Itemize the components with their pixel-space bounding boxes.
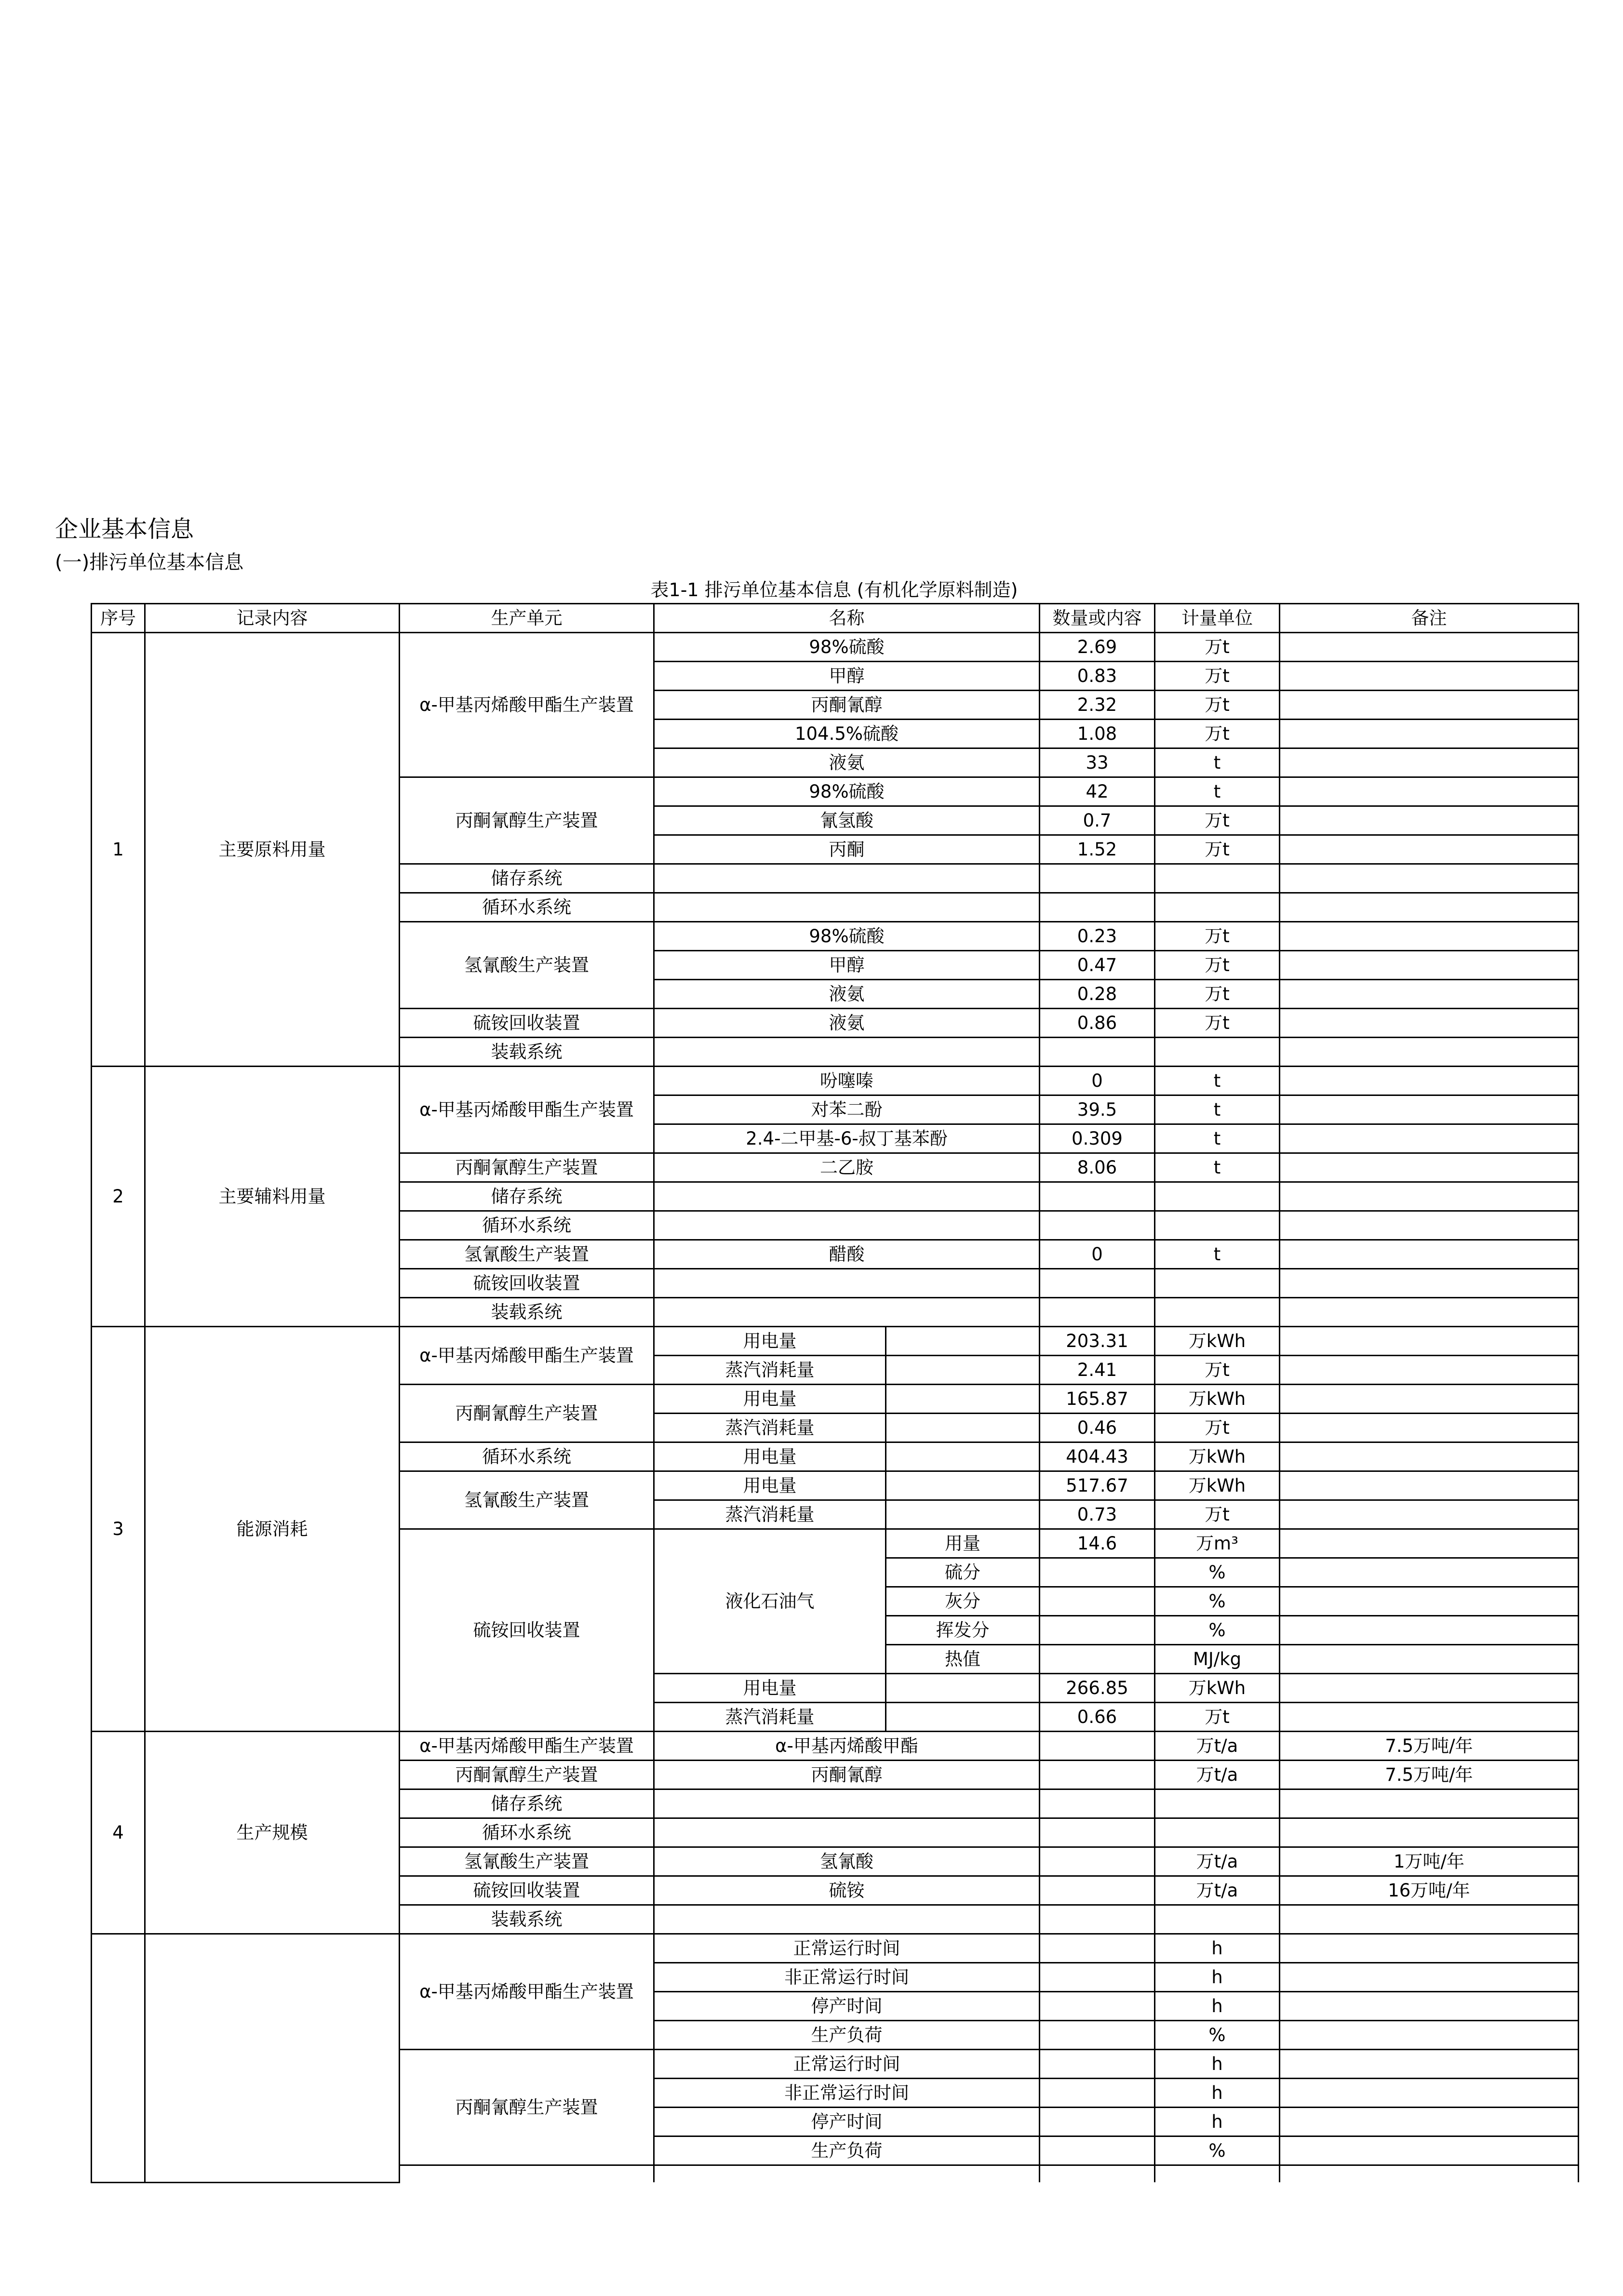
header-no: 序号 [92, 604, 145, 633]
measure-unit: t [1155, 1153, 1280, 1182]
item-name: 丙酮氰醇 [654, 1761, 1040, 1789]
measure-unit: 万t [1155, 720, 1280, 748]
quantity-value: 266.85 [1040, 1674, 1155, 1703]
item-name [654, 893, 1040, 922]
measure-unit: t [1155, 1124, 1280, 1153]
item-name: 丙酮 [654, 835, 1040, 864]
item-subname [886, 1500, 1040, 1529]
remark [1280, 1529, 1579, 1558]
item-name: 丙酮氰醇 [654, 691, 1040, 720]
production-unit: 装载系统 [400, 1298, 654, 1327]
measure-unit: h [1155, 1963, 1280, 1992]
production-unit: 储存系统 [400, 1789, 654, 1818]
item-name [654, 1789, 1040, 1818]
measure-unit: % [1155, 2136, 1280, 2165]
item-name: 甲醇 [654, 662, 1040, 691]
quantity-value: 0 [1040, 1067, 1155, 1095]
measure-unit: 万t/a [1155, 1847, 1280, 1876]
remark [1280, 1558, 1579, 1587]
measure-unit: MJ/kg [1155, 1645, 1280, 1674]
production-unit: 丙酮氰醇生产装置 [400, 1153, 654, 1182]
quantity-value: 0.46 [1040, 1414, 1155, 1442]
item-name: 吩噻嗪 [654, 1067, 1040, 1095]
item-name: 98%硫酸 [654, 633, 1040, 662]
remark: 16万吨/年 [1280, 1876, 1579, 1905]
measure-unit: % [1155, 2021, 1280, 2050]
production-unit: 储存系统 [400, 1182, 654, 1211]
remark [1280, 748, 1579, 777]
production-unit: 丙酮氰醇生产装置 [400, 1385, 654, 1442]
remark [1280, 1616, 1579, 1645]
remark [1280, 1067, 1579, 1095]
measure-unit: h [1155, 2079, 1280, 2108]
production-unit: 硫铵回收装置 [400, 1009, 654, 1038]
table-caption: 表1-1 排污单位基本信息 (有机化学原料制造) [650, 579, 1018, 601]
header-quantity: 数量或内容 [1040, 604, 1155, 633]
quantity-value: 1.52 [1040, 835, 1155, 864]
remark: 7.5万吨/年 [1280, 1732, 1579, 1761]
header-note: 备注 [1280, 604, 1579, 633]
item-name: 醋酸 [654, 1240, 1040, 1269]
record-content: 能源消耗 [145, 1327, 400, 1732]
item-name: 二乙胺 [654, 1153, 1040, 1182]
measure-unit [1155, 1269, 1280, 1298]
item-name: 用电量 [654, 1327, 886, 1356]
remark [1280, 1500, 1579, 1529]
production-unit: 装载系统 [400, 1038, 654, 1067]
item-name: 98%硫酸 [654, 777, 1040, 806]
item-name: 停产时间 [654, 1992, 1040, 2021]
row-number [92, 1934, 145, 2183]
item-name [654, 1298, 1040, 1327]
remark [1280, 1269, 1579, 1298]
measure-unit [1155, 1905, 1280, 1934]
quantity-value [1040, 1934, 1155, 1963]
production-unit: 循环水系统 [400, 893, 654, 922]
remark [1280, 1703, 1579, 1732]
quantity-value: 1.08 [1040, 720, 1155, 748]
remark [1280, 1124, 1579, 1153]
page-heading: 企业基本信息 [55, 516, 194, 543]
quantity-value: 8.06 [1040, 1153, 1155, 1182]
remark [1280, 2079, 1579, 2108]
measure-unit: t [1155, 1095, 1280, 1124]
measure-unit: h [1155, 1992, 1280, 2021]
quantity-value [1040, 1558, 1155, 1587]
header-name: 名称 [654, 604, 1040, 633]
measure-unit [1155, 1038, 1280, 1067]
quantity-value: 0.86 [1040, 1009, 1155, 1038]
production-unit: 硫铵回收装置 [400, 1876, 654, 1905]
quantity-value: 39.5 [1040, 1095, 1155, 1124]
item-name: 正常运行时间 [654, 1934, 1040, 1963]
remark [1280, 1298, 1579, 1327]
measure-unit: 万t [1155, 662, 1280, 691]
remark [1280, 1934, 1579, 1963]
item-name: 用电量 [654, 1674, 886, 1703]
measure-unit: % [1155, 1587, 1280, 1616]
quantity-value [1040, 1789, 1155, 1818]
item-name: 蒸汽消耗量 [654, 1414, 886, 1442]
remark [1280, 1356, 1579, 1385]
section-subheading: (一)排污单位基本信息 [55, 551, 244, 574]
measure-unit [1155, 2165, 1280, 2183]
remark [1280, 2050, 1579, 2079]
measure-unit: 万t [1155, 1500, 1280, 1529]
quantity-value: 203.31 [1040, 1327, 1155, 1356]
item-name: 液氨 [654, 748, 1040, 777]
production-unit: 循环水系统 [400, 1818, 654, 1847]
measure-unit: t [1155, 748, 1280, 777]
record-content: 主要辅料用量 [145, 1067, 400, 1327]
remark [1280, 1038, 1579, 1067]
quantity-value [1040, 1587, 1155, 1616]
quantity-value [1040, 1876, 1155, 1905]
fuel-property: 热值 [886, 1645, 1040, 1674]
item-name: 2.4-二甲基-6-叔丁基苯酚 [654, 1124, 1040, 1153]
quantity-value [1040, 1182, 1155, 1211]
quantity-value: 0.73 [1040, 1500, 1155, 1529]
fuel-property: 灰分 [886, 1587, 1040, 1616]
table-header-row [92, 604, 1579, 633]
quantity-value: 14.6 [1040, 1529, 1155, 1558]
measure-unit: t [1155, 777, 1280, 806]
measure-unit: t [1155, 1067, 1280, 1095]
measure-unit: 万t [1155, 835, 1280, 864]
item-name: 98%硫酸 [654, 922, 1040, 951]
item-name [654, 1182, 1040, 1211]
production-unit: α-甲基丙烯酸甲酯生产装置 [400, 1327, 654, 1385]
production-unit: 氢氰酸生产装置 [400, 1847, 654, 1876]
item-name [654, 864, 1040, 893]
production-unit: 循环水系统 [400, 1442, 654, 1471]
remark [1280, 777, 1579, 806]
production-unit: α-甲基丙烯酸甲酯生产装置 [400, 633, 654, 777]
quantity-value [1040, 1038, 1155, 1067]
item-name: 甲醇 [654, 951, 1040, 980]
item-name: 用电量 [654, 1471, 886, 1500]
item-name [654, 1211, 1040, 1240]
remark [1280, 1645, 1579, 1674]
measure-unit: h [1155, 2050, 1280, 2079]
measure-unit: 万kWh [1155, 1385, 1280, 1414]
item-name: 104.5%硫酸 [654, 720, 1040, 748]
header-content: 记录内容 [145, 604, 400, 633]
row-number: 1 [92, 633, 145, 1067]
quantity-value: 0.309 [1040, 1124, 1155, 1153]
measure-unit: t [1155, 1240, 1280, 1269]
quantity-value: 2.32 [1040, 691, 1155, 720]
table-row [92, 633, 1579, 662]
remark [1280, 1182, 1579, 1211]
production-unit: α-甲基丙烯酸甲酯生产装置 [400, 1067, 654, 1153]
quantity-value: 517.67 [1040, 1471, 1155, 1500]
remark [1280, 980, 1579, 1009]
row-number: 3 [92, 1327, 145, 1732]
remark [1280, 1327, 1579, 1356]
quantity-value [1040, 2021, 1155, 2050]
quantity-value: 0.83 [1040, 662, 1155, 691]
quantity-value [1040, 1732, 1155, 1761]
production-unit: 丙酮氰醇生产装置 [400, 2050, 654, 2165]
item-name: α-甲基丙烯酸甲酯 [654, 1732, 1040, 1761]
measure-unit: 万t [1155, 1703, 1280, 1732]
measure-unit [1155, 864, 1280, 893]
remark [1280, 1095, 1579, 1124]
item-subname [886, 1703, 1040, 1732]
measure-unit: % [1155, 1616, 1280, 1645]
quantity-value [1040, 1616, 1155, 1645]
quantity-value: 0.23 [1040, 922, 1155, 951]
item-name: 用电量 [654, 1442, 886, 1471]
quantity-value [1040, 2050, 1155, 2079]
measure-unit: h [1155, 1934, 1280, 1963]
quantity-value [1040, 1645, 1155, 1674]
remark [1280, 1211, 1579, 1240]
measure-unit: 万kWh [1155, 1674, 1280, 1703]
production-unit: 硫铵回收装置 [400, 1269, 654, 1298]
measure-unit: 万t [1155, 806, 1280, 835]
measure-unit: % [1155, 1558, 1280, 1587]
item-name: 蒸汽消耗量 [654, 1703, 886, 1732]
remark [1280, 1587, 1579, 1616]
header-unit: 生产单元 [400, 604, 654, 633]
measure-unit: 万t/a [1155, 1876, 1280, 1905]
quantity-value: 0.7 [1040, 806, 1155, 835]
measure-unit: 万m³ [1155, 1529, 1280, 1558]
item-name: 非正常运行时间 [654, 2079, 1040, 2108]
remark [1280, 893, 1579, 922]
measure-unit: 万kWh [1155, 1327, 1280, 1356]
measure-unit [1155, 1211, 1280, 1240]
production-unit: α-甲基丙烯酸甲酯生产装置 [400, 1934, 654, 2050]
remark [1280, 720, 1579, 748]
measure-unit: 万t [1155, 951, 1280, 980]
record-content: 主要原料用量 [145, 633, 400, 1067]
remark [1280, 1153, 1579, 1182]
remark [1280, 633, 1579, 662]
table-row [92, 1067, 1579, 1095]
remark [1280, 1414, 1579, 1442]
item-name [654, 2165, 1040, 2183]
measure-unit: 万t [1155, 691, 1280, 720]
production-unit: 硫铵回收装置 [400, 1529, 654, 1732]
item-name: 生产负荷 [654, 2136, 1040, 2165]
measure-unit: 万t [1155, 980, 1280, 1009]
remark [1280, 691, 1579, 720]
item-name: 蒸汽消耗量 [654, 1500, 886, 1529]
remark [1280, 922, 1579, 951]
remark [1280, 835, 1579, 864]
quantity-value [1040, 2165, 1155, 2183]
remark [1280, 1674, 1579, 1703]
quantity-value [1040, 893, 1155, 922]
remark: 1万吨/年 [1280, 1847, 1579, 1876]
remark [1280, 1789, 1579, 1818]
measure-unit: h [1155, 2108, 1280, 2136]
item-name [654, 1905, 1040, 1934]
item-name: 用电量 [654, 1385, 886, 1414]
remark [1280, 1240, 1579, 1269]
item-subname [886, 1414, 1040, 1442]
remark [1280, 951, 1579, 980]
measure-unit: 万t [1155, 633, 1280, 662]
production-unit: α-甲基丙烯酸甲酯生产装置 [400, 1732, 654, 1761]
fuel-property: 硫分 [886, 1558, 1040, 1587]
production-unit: 氢氰酸生产装置 [400, 1240, 654, 1269]
item-subname [886, 1471, 1040, 1500]
item-subname [886, 1327, 1040, 1356]
quantity-value [1040, 1761, 1155, 1789]
measure-unit [1155, 1182, 1280, 1211]
quantity-value [1040, 1298, 1155, 1327]
quantity-value [1040, 2136, 1155, 2165]
quantity-value: 0 [1040, 1240, 1155, 1269]
item-name: 停产时间 [654, 2108, 1040, 2136]
fuel-property: 挥发分 [886, 1616, 1040, 1645]
item-name: 硫铵 [654, 1876, 1040, 1905]
item-subname [886, 1674, 1040, 1703]
quantity-value: 165.87 [1040, 1385, 1155, 1414]
quantity-value [1040, 1905, 1155, 1934]
item-name: 氰氢酸 [654, 806, 1040, 835]
remark [1280, 1818, 1579, 1847]
item-subname [886, 1385, 1040, 1414]
item-name [654, 1269, 1040, 1298]
measure-unit: 万t [1155, 1414, 1280, 1442]
quantity-value [1040, 2079, 1155, 2108]
row-number: 2 [92, 1067, 145, 1327]
measure-unit: 万t [1155, 1356, 1280, 1385]
table-row [92, 1934, 1579, 1963]
measure-unit: 万kWh [1155, 1442, 1280, 1471]
remark [1280, 1471, 1579, 1500]
item-name: 对苯二酚 [654, 1095, 1040, 1124]
remark [1280, 864, 1579, 893]
quantity-value [1040, 1211, 1155, 1240]
production-unit: 氢氰酸生产装置 [400, 922, 654, 1009]
header-measure: 计量单位 [1155, 604, 1280, 633]
measure-unit: 万kWh [1155, 1471, 1280, 1500]
remark [1280, 2136, 1579, 2165]
table-row [92, 1732, 1579, 1761]
production-unit: 丙酮氰醇生产装置 [400, 1761, 654, 1789]
fuel-property: 用量 [886, 1529, 1040, 1558]
item-name: 非正常运行时间 [654, 1963, 1040, 1992]
production-unit: 装载系统 [400, 1905, 654, 1934]
measure-unit [1155, 1298, 1280, 1327]
remark [1280, 1905, 1579, 1934]
item-name: 液氨 [654, 1009, 1040, 1038]
remark [1280, 2021, 1579, 2050]
quantity-value: 2.41 [1040, 1356, 1155, 1385]
remark [1280, 1385, 1579, 1414]
quantity-value: 0.66 [1040, 1703, 1155, 1732]
record-content [145, 1934, 400, 2183]
remark [1280, 2165, 1579, 2183]
item-name [654, 1038, 1040, 1067]
item-subname [886, 1356, 1040, 1385]
quantity-value [1040, 1992, 1155, 2021]
production-unit: 氢氰酸生产装置 [400, 1471, 654, 1529]
item-name: 氢氰酸 [654, 1847, 1040, 1876]
measure-unit: 万t/a [1155, 1732, 1280, 1761]
item-name: 正常运行时间 [654, 2050, 1040, 2079]
quantity-value [1040, 2108, 1155, 2136]
measure-unit: 万t/a [1155, 1761, 1280, 1789]
remark [1280, 1963, 1579, 1992]
measure-unit: 万t [1155, 922, 1280, 951]
measure-unit [1155, 1789, 1280, 1818]
item-name: 液氨 [654, 980, 1040, 1009]
pollutant-unit-info-table [91, 603, 1579, 2183]
table-row [92, 1327, 1579, 1356]
item-name [654, 1818, 1040, 1847]
item-name: 生产负荷 [654, 2021, 1040, 2050]
quantity-value: 33 [1040, 748, 1155, 777]
quantity-value: 42 [1040, 777, 1155, 806]
quantity-value: 2.69 [1040, 633, 1155, 662]
quantity-value [1040, 1818, 1155, 1847]
quantity-value [1040, 1269, 1155, 1298]
measure-unit: 万t [1155, 1009, 1280, 1038]
remark [1280, 1992, 1579, 2021]
fuel-name: 液化石油气 [654, 1529, 886, 1674]
remark [1280, 2108, 1579, 2136]
measure-unit [1155, 893, 1280, 922]
item-subname [886, 1442, 1040, 1471]
quantity-value: 0.47 [1040, 951, 1155, 980]
measure-unit [1155, 1818, 1280, 1847]
production-unit [400, 2165, 654, 2183]
production-unit: 循环水系统 [400, 1211, 654, 1240]
quantity-value [1040, 1963, 1155, 1992]
remark [1280, 1442, 1579, 1471]
row-number: 4 [92, 1732, 145, 1934]
remark [1280, 1009, 1579, 1038]
remark: 7.5万吨/年 [1280, 1761, 1579, 1789]
remark [1280, 662, 1579, 691]
production-unit: 丙酮氰醇生产装置 [400, 777, 654, 864]
remark [1280, 806, 1579, 835]
item-name: 蒸汽消耗量 [654, 1356, 886, 1385]
quantity-value: 0.28 [1040, 980, 1155, 1009]
record-content: 生产规模 [145, 1732, 400, 1934]
quantity-value: 404.43 [1040, 1442, 1155, 1471]
quantity-value [1040, 1847, 1155, 1876]
production-unit: 储存系统 [400, 864, 654, 893]
quantity-value [1040, 864, 1155, 893]
